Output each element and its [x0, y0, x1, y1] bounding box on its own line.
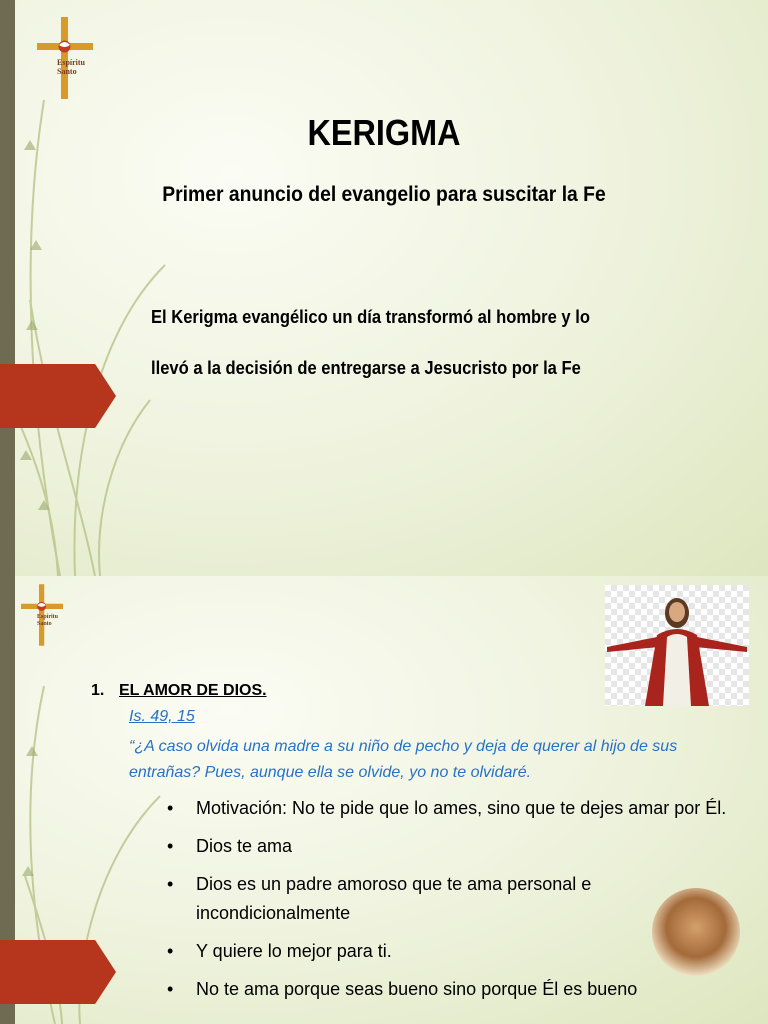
body-line-1: El Kerigma evangélico un día transformó al hombre y lo — [151, 307, 590, 327]
list-item: • No te ama porque seas bueno sino porque Él es bueno — [167, 975, 727, 1004]
bible-quote: “¿A caso olvida una madre a su niño de pecho y deja de querer al hijo de sus entrañas? Pues, aunque ella se olvide, yo no te olvidaré. — [129, 738, 678, 781]
red-arrow-tag — [0, 940, 116, 1004]
bullet-list — [167, 794, 727, 1013]
subtitle: Primer anuncio del evangelio para suscitar la Fe — [162, 183, 606, 206]
bullet-icon: • — [167, 874, 174, 894]
section-heading — [91, 682, 267, 700]
slide-2 — [0, 576, 768, 1024]
heading-number: 1. — [91, 682, 105, 699]
jesus-image — [605, 585, 749, 706]
list-item: • Dios te ama — [167, 832, 727, 861]
bullet-icon: • — [167, 836, 174, 856]
bullet-icon: • — [167, 798, 174, 818]
bullet-icon: • — [167, 979, 174, 999]
list-item: • Motivación: No te pide que lo ames, sino que te dejes amar por Él. — [167, 794, 727, 823]
embrace-image — [652, 888, 740, 976]
red-arrow-tag — [0, 364, 116, 428]
logo-text: Espíritu Santo — [57, 58, 86, 76]
bible-reference-link[interactable]: Is. 49, 15 — [129, 708, 195, 725]
page-title: KERIGMA — [307, 112, 461, 153]
heading-text: EL AMOR DE DIOS. — [119, 682, 267, 699]
bullet-icon: • — [167, 941, 174, 961]
logo-text: Espíritu Santo — [37, 614, 59, 627]
list-item: • Dios es un padre amoroso que te ama personal e incondicionalmente — [167, 870, 727, 928]
list-item: • Y quiere lo mejor para ti. — [167, 937, 727, 966]
body-line-2: llevó a la decisión de entregarse a Jesucristo por la Fe — [151, 358, 581, 378]
